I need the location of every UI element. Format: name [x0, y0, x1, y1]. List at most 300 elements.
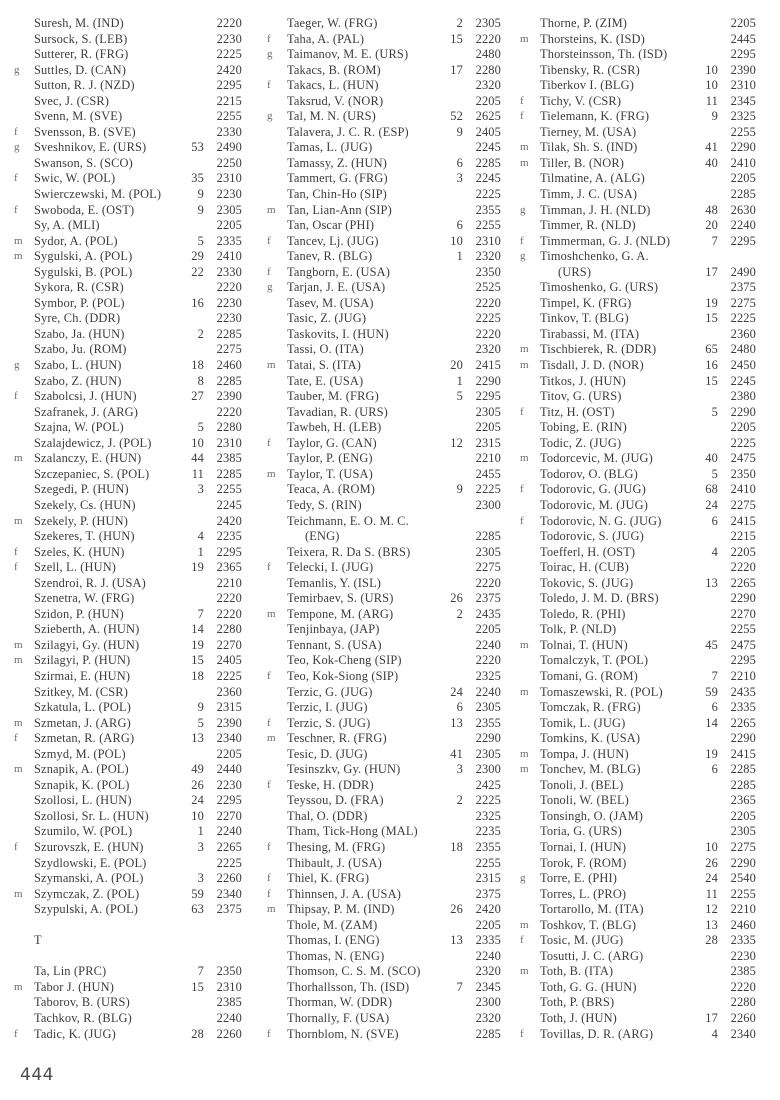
- player-name: Sznapik, K. (POL): [34, 777, 130, 792]
- list-item: [14, 747, 246, 763]
- list-item: [14, 109, 246, 125]
- list-item: [520, 980, 760, 996]
- games-count: 18: [450, 839, 463, 854]
- player-name: Tobing, E. (RIN): [540, 420, 627, 435]
- list-item: [267, 824, 505, 840]
- title-mark: m: [267, 203, 276, 216]
- player-rating: 2255: [216, 482, 242, 497]
- player-name: Sutterer, R. (FRG): [34, 47, 129, 62]
- games-count: 13: [450, 715, 463, 730]
- list-item: [520, 218, 760, 234]
- title-mark: f: [267, 872, 271, 885]
- list-item: [267, 498, 505, 514]
- player-rating: 2285: [216, 373, 242, 388]
- player-name: Sygulski, B. (POL): [34, 264, 133, 279]
- player-name: Szymczak, Z. (POL): [34, 886, 140, 901]
- title-mark: f: [267, 234, 271, 247]
- player-rating: 2225: [730, 435, 756, 450]
- games-count: 11: [705, 93, 718, 108]
- list-item: [14, 203, 246, 219]
- player-rating: 2335: [216, 233, 242, 248]
- games-count: 59: [191, 886, 204, 901]
- list-item: [520, 389, 760, 405]
- title-mark: m: [520, 763, 529, 776]
- player-rating: 2240: [216, 824, 242, 839]
- list-item: [520, 793, 760, 809]
- list-item: [14, 1011, 246, 1027]
- title-mark: m: [520, 156, 529, 169]
- title-mark: g: [520, 203, 526, 216]
- list-item: [267, 265, 505, 281]
- list-item: [14, 591, 246, 607]
- column-3: [520, 16, 760, 1042]
- player-rating: 2410: [730, 482, 756, 497]
- player-name: Swierczewski, M. (POL): [34, 187, 162, 202]
- player-rating: 2275: [730, 497, 756, 512]
- player-name: Toefferl, H. (OST): [540, 544, 636, 559]
- title-mark: f: [14, 840, 18, 853]
- games-count: 28: [705, 933, 718, 948]
- title-mark: f: [267, 1027, 271, 1040]
- player-name: Tischbierek, R. (DDR): [540, 342, 657, 357]
- list-item: [14, 218, 246, 234]
- player-rating: 2310: [216, 979, 242, 994]
- games-count: 13: [705, 917, 718, 932]
- player-name: Sygulski, A. (POL): [34, 249, 133, 264]
- player-rating: 2225: [475, 187, 501, 202]
- list-item: [520, 467, 760, 483]
- player-name: Szalanczy, E. (HUN): [34, 451, 142, 466]
- games-count: 40: [705, 155, 718, 170]
- list-item: [14, 327, 246, 343]
- list-item: [14, 778, 246, 794]
- player-rating: 2210: [730, 902, 756, 917]
- list-item: [267, 871, 505, 887]
- title-mark: m: [14, 980, 23, 993]
- title-mark: f: [267, 265, 271, 278]
- title-mark: g: [267, 48, 273, 61]
- games-count: 48: [705, 202, 718, 217]
- list-item: [267, 171, 505, 187]
- games-count: 10: [705, 62, 718, 77]
- title-mark: f: [520, 483, 524, 496]
- list-item: [14, 700, 246, 716]
- list-item: [520, 824, 760, 840]
- games-count: 24: [191, 793, 204, 808]
- player-name: Temirbaev, S. (URS): [287, 591, 394, 606]
- list-item: [267, 918, 505, 934]
- list-item: [520, 420, 760, 436]
- list-item: [14, 498, 246, 514]
- player-name: Thorne, P. (ZIM): [540, 16, 628, 30]
- player-rating: 2255: [475, 218, 501, 233]
- page-number: 444: [20, 1065, 54, 1085]
- player-name: Taskovits, I. (HUN): [287, 326, 389, 341]
- title-mark: m: [14, 887, 23, 900]
- player-name: Todorovic, N. G. (JUG): [540, 513, 662, 528]
- player-rating: 2270: [730, 606, 756, 621]
- list-item: [267, 669, 505, 685]
- player-rating: 2210: [216, 575, 242, 590]
- title-mark: f: [520, 110, 524, 123]
- games-count: 22: [191, 264, 204, 279]
- player-name: Tabor J. (HUN): [34, 979, 115, 994]
- player-name: Timmer, R. (NLD): [540, 218, 636, 233]
- player-name: Takacs, B. (ROM): [287, 62, 381, 77]
- player-rating: 2240: [730, 218, 756, 233]
- title-mark: f: [267, 887, 271, 900]
- player-name: Tomczak, R. (FRG): [540, 700, 641, 715]
- games-count: 17: [705, 264, 718, 279]
- player-name: Taborov, B. (URS): [34, 995, 130, 1010]
- list-item: [14, 374, 246, 390]
- games-count: 4: [711, 544, 718, 559]
- player-rating: 2425: [475, 777, 501, 792]
- player-name: Tadic, K. (JUG): [34, 1026, 116, 1041]
- player-name: Teo, Kok-Cheng (SIP): [287, 653, 402, 668]
- games-count: 17: [705, 1011, 718, 1025]
- player-name: Toshkov, T. (BLG): [540, 917, 637, 932]
- list-item: [14, 887, 246, 903]
- player-rating: 2460: [216, 358, 242, 373]
- player-name: Tachkov, R. (BLG): [34, 1011, 132, 1025]
- list-item: [14, 296, 246, 312]
- list-item: [267, 78, 505, 94]
- games-count: 29: [191, 249, 204, 264]
- player-name: Tesinszkv, Gy. (HUN): [287, 762, 401, 777]
- player-rating: 2280: [216, 622, 242, 637]
- title-mark: f: [520, 94, 524, 107]
- player-rating: 2410: [730, 155, 756, 170]
- games-count: 49: [191, 762, 204, 777]
- list-item: [520, 871, 760, 887]
- player-name: Szell, L. (HUN): [34, 560, 117, 575]
- player-name: Tonoli, J. (BEL): [540, 777, 624, 792]
- title-mark: g: [14, 359, 20, 372]
- games-count: 7: [711, 233, 718, 248]
- player-rating: 2275: [216, 342, 242, 357]
- list-item: [520, 622, 760, 638]
- games-count: 13: [450, 933, 463, 948]
- games-count: 14: [191, 622, 204, 637]
- player-rating: 2225: [730, 311, 756, 326]
- player-name: Temanlis, Y. (ISL): [287, 575, 382, 590]
- player-name: Talavera, J. C. R. (ESP): [287, 124, 409, 139]
- player-rating: 2285: [216, 466, 242, 481]
- player-rating: 2230: [730, 948, 756, 963]
- player-rating: 2475: [730, 451, 756, 466]
- games-count: 3: [197, 871, 204, 886]
- player-name: Tan, Oscar (PHI): [287, 218, 375, 233]
- list-item: [267, 47, 505, 63]
- title-mark: g: [14, 141, 20, 154]
- title-mark: f: [267, 561, 271, 574]
- list-item: [14, 94, 246, 110]
- list-item: [267, 622, 505, 638]
- player-name: Tiller, B. (NOR): [540, 155, 625, 170]
- player-rating: 2220: [475, 295, 501, 310]
- player-rating: 2265: [216, 839, 242, 854]
- games-count: 45: [705, 637, 718, 652]
- player-rating: 2345: [730, 93, 756, 108]
- player-rating: 2260: [216, 1026, 242, 1041]
- player-name: Todorovic, S. (JUG): [540, 529, 644, 544]
- title-mark: f: [267, 436, 271, 449]
- player-name: Szeles, K. (HUN): [34, 544, 125, 559]
- player-rating: 2225: [216, 668, 242, 683]
- title-mark: m: [520, 359, 529, 372]
- list-item: [14, 234, 246, 250]
- player-name: Szymanski, A. (POL): [34, 871, 144, 886]
- list-item: [14, 824, 246, 840]
- player-name: Taeger, W. (FRG): [287, 16, 378, 30]
- list-item: [520, 514, 760, 530]
- player-rating: 2215: [216, 93, 242, 108]
- games-count: 5: [197, 420, 204, 435]
- player-rating: 2475: [730, 637, 756, 652]
- player-rating: 2310: [216, 171, 242, 186]
- player-rating: 2420: [475, 902, 501, 917]
- player-name: Svec, J. (CSR): [34, 93, 110, 108]
- player-rating: 2300: [475, 995, 501, 1010]
- list-item: [14, 265, 246, 281]
- player-name: Szollosi, Sr. L. (HUN): [34, 808, 149, 823]
- player-rating: 2390: [216, 389, 242, 404]
- player-name: Tortarollo, M. (ITA): [540, 902, 644, 917]
- player-rating: 2230: [216, 31, 242, 46]
- player-rating: 2435: [475, 606, 501, 621]
- player-name: Tavadian, R. (URS): [287, 404, 388, 419]
- player-name: Teo, Kok-Siong (SIP): [287, 668, 399, 683]
- list-item: [267, 716, 505, 732]
- list-item: [267, 420, 505, 436]
- title-mark: f: [520, 405, 524, 418]
- games-count: 1: [197, 824, 204, 839]
- player-name: Tilak, Sh. S. (IND): [540, 140, 638, 155]
- player-name: Timpel, K. (FRG): [540, 295, 632, 310]
- player-name: Thomas, I. (ENG): [287, 933, 380, 948]
- player-rating: 2345: [475, 979, 501, 994]
- player-rating: 2290: [475, 731, 501, 746]
- list-item: [267, 140, 505, 156]
- player-name: Tovillas, D. R. (ARG): [540, 1026, 654, 1041]
- list-item: [520, 995, 760, 1011]
- list-item: [14, 964, 246, 980]
- column-1: [14, 16, 246, 1042]
- player-rating: 2445: [730, 31, 756, 46]
- player-name: Thomson, C. S. M. (SCO): [287, 964, 421, 979]
- list-item: [520, 171, 760, 187]
- games-count: 40: [705, 451, 718, 466]
- player-rating: 2240: [475, 684, 501, 699]
- list-item: [14, 358, 246, 374]
- list-item: [14, 622, 246, 638]
- player-rating: 2205: [475, 420, 501, 435]
- list-item: [14, 653, 246, 669]
- player-name: Tilmatine, A. (ALG): [540, 171, 645, 186]
- games-count: 3: [197, 839, 204, 854]
- player-name: Szypulski, A. (POL): [34, 902, 139, 917]
- player-name: Tosic, M. (JUG): [540, 933, 624, 948]
- player-name: Tham, Tick-Hong (MAL): [287, 824, 418, 839]
- list-item: [267, 125, 505, 141]
- title-mark: f: [520, 234, 524, 247]
- list-item: [267, 451, 505, 467]
- player-name: Tisdall, J. D. (NOR): [540, 358, 644, 373]
- player-name: Szalajdewicz, J. (POL): [34, 435, 152, 450]
- player-rating: 2440: [216, 762, 242, 777]
- player-name: Svensson, B. (SVE): [34, 124, 136, 139]
- player-rating: 2220: [730, 560, 756, 575]
- player-name: Szilagyi, P. (HUN): [34, 653, 131, 668]
- player-rating: 2225: [475, 482, 501, 497]
- title-mark: m: [14, 234, 23, 247]
- player-rating: 2270: [216, 637, 242, 652]
- player-rating: 2300: [475, 497, 501, 512]
- player-name: Toth, P. (BRS): [540, 995, 615, 1010]
- player-rating: 2320: [475, 342, 501, 357]
- player-name: Tassi, O. (ITA): [287, 342, 364, 357]
- player-rating: 2235: [475, 824, 501, 839]
- player-rating: 2205: [730, 544, 756, 559]
- player-name: Tokovic, S. (JUG): [540, 575, 634, 590]
- player-rating: 2210: [475, 451, 501, 466]
- player-name: Szitkey, M. (CSR): [34, 684, 128, 699]
- list-item: [267, 576, 505, 592]
- player-name: Szegedi, P. (HUN): [34, 482, 129, 497]
- list-item: [14, 731, 246, 747]
- player-rating: 2255: [730, 886, 756, 901]
- games-count: 2: [456, 793, 463, 808]
- player-rating: 2405: [475, 124, 501, 139]
- player-name: Tomalczyk, T. (POL): [540, 653, 649, 668]
- list-item: [267, 16, 505, 32]
- player-rating: 2205: [216, 218, 242, 233]
- list-item: [267, 762, 505, 778]
- player-name: Tenjinbaya, (JAP): [287, 622, 380, 637]
- player-rating: 2275: [475, 560, 501, 575]
- player-name: Sydor, A. (POL): [34, 233, 118, 248]
- player-rating: 2245: [216, 497, 242, 512]
- player-rating: 2330: [216, 264, 242, 279]
- games-count: 3: [456, 762, 463, 777]
- list-item: [520, 94, 760, 110]
- player-name: Szilagyi, Gy. (HUN): [34, 637, 140, 652]
- player-name: Taylor, G. (CAN): [287, 435, 377, 450]
- player-rating: 2365: [730, 793, 756, 808]
- games-count: 18: [191, 668, 204, 683]
- title-mark: f: [14, 172, 18, 185]
- player-rating: 2625: [475, 109, 501, 124]
- player-name: Teyssou, D. (FRA): [287, 793, 384, 808]
- player-rating: 2220: [216, 404, 242, 419]
- list-item: [267, 187, 505, 203]
- games-count: 15: [705, 311, 718, 326]
- list-item: [267, 809, 505, 825]
- games-count: 44: [191, 451, 204, 466]
- player-name: Thiel, K. (FRG): [287, 871, 370, 886]
- player-name: (URS): [558, 264, 592, 279]
- list-item: [14, 514, 246, 530]
- player-rating: 2220: [475, 653, 501, 668]
- title-mark: f: [14, 1027, 18, 1040]
- player-rating: 2280: [475, 62, 501, 77]
- player-rating: 2295: [216, 78, 242, 93]
- player-name: Toledo, J. M. D. (BRS): [540, 591, 659, 606]
- player-rating: 2290: [475, 373, 501, 388]
- list-item: [520, 576, 760, 592]
- list-item: [14, 436, 246, 452]
- title-mark: m: [520, 638, 529, 651]
- title-mark: m: [520, 141, 529, 154]
- section-spacer: [14, 949, 246, 965]
- list-item: [14, 280, 246, 296]
- player-rating: 2255: [216, 109, 242, 124]
- player-name: Tedy, S. (RIN): [287, 497, 362, 512]
- title-mark: m: [14, 250, 23, 263]
- title-mark: f: [14, 125, 18, 138]
- list-item: [14, 63, 246, 79]
- games-count: 15: [705, 373, 718, 388]
- list-item: [520, 482, 760, 498]
- player-rating: 2275: [730, 839, 756, 854]
- list-item: [267, 94, 505, 110]
- list-item: [520, 187, 760, 203]
- games-count: 16: [191, 295, 204, 310]
- player-name: Szczepaniec, S. (POL): [34, 466, 150, 481]
- player-rating: 2305: [475, 700, 501, 715]
- title-mark: f: [14, 203, 18, 216]
- player-name: Tibensky, R. (CSR): [540, 62, 640, 77]
- player-name: Szenetra, W. (FRG): [34, 591, 135, 606]
- list-item: [267, 685, 505, 701]
- player-name: Tancev, Lj. (JUG): [287, 233, 379, 248]
- list-item: [267, 436, 505, 452]
- player-name: Syre, Ch. (DDR): [34, 311, 121, 326]
- player-name: Sutton, R. J. (NZD): [34, 78, 135, 93]
- player-rating: 2435: [730, 684, 756, 699]
- title-mark: m: [267, 732, 276, 745]
- player-rating: 2390: [730, 62, 756, 77]
- player-name: Teske, H. (DDR): [287, 777, 374, 792]
- player-rating: 2320: [475, 1011, 501, 1025]
- player-rating: 2360: [730, 326, 756, 341]
- games-count: 68: [705, 482, 718, 497]
- player-name: Tierney, M. (USA): [540, 124, 637, 139]
- player-rating: 2320: [475, 964, 501, 979]
- games-count: 20: [450, 358, 463, 373]
- player-name: Ta, Lin (PRC): [34, 964, 107, 979]
- list-item: [520, 16, 760, 32]
- title-mark: m: [520, 343, 529, 356]
- list-item: [14, 995, 246, 1011]
- player-name: Titov, G. (URS): [540, 389, 622, 404]
- player-rating: 2280: [216, 420, 242, 435]
- player-name: Tarjan, J. E. (USA): [287, 280, 386, 295]
- list-item: [267, 700, 505, 716]
- player-name: Terzic, G. (JUG): [287, 684, 373, 699]
- player-rating: 2245: [475, 171, 501, 186]
- games-count: 4: [711, 1026, 718, 1041]
- player-name: Titz, H. (OST): [540, 404, 615, 419]
- list-item: [14, 716, 246, 732]
- list-item: [267, 358, 505, 374]
- list-item: [520, 591, 760, 607]
- player-name: Svenn, M. (SVE): [34, 109, 123, 124]
- games-count: 65: [705, 342, 718, 357]
- list-item: [267, 949, 505, 965]
- list-item: [267, 63, 505, 79]
